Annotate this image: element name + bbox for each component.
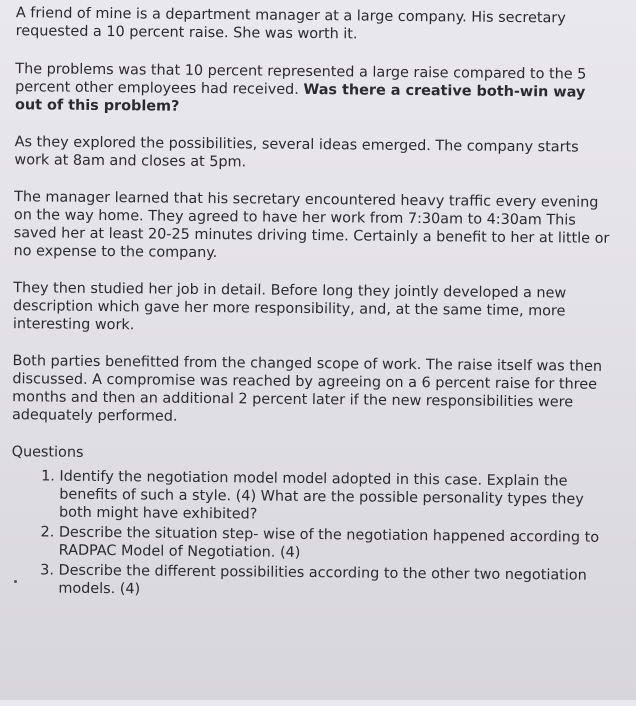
paragraph-job-study bbox=[13, 279, 609, 339]
question-item: 1. Identify the negotiation model model adopted in this case. Explain the benefits of such a style. (4) What are the possible personality types they both might have exhibited? bbox=[59, 468, 607, 527]
questions-list bbox=[10, 467, 607, 603]
paragraph-compromise bbox=[12, 352, 609, 430]
stray-dot-mark bbox=[14, 580, 17, 583]
paragraph-traffic bbox=[14, 188, 611, 266]
paragraph-text: They then studied her job in detail. Before long they jointly developed a new description which gave her more responsibility, and, at the same time, more interesting work. bbox=[12, 280, 567, 334]
question-item: 2. Describe the situation step- wise of the negotiation happened according to RADPAC Model of Negotiation. (4) bbox=[59, 524, 607, 565]
paragraph-intro bbox=[16, 4, 612, 46]
questions-heading: Questions bbox=[11, 444, 84, 461]
paragraph-possibilities bbox=[14, 133, 610, 175]
paragraph-text: Both parties benefitted from the changed scope of work. The raise itself was then discussed. A compromise was reached by agreeing on a 6 percent raise for three months and then an additional 2 percent later if the new responsibilities were adequately performed. bbox=[11, 353, 603, 425]
paragraph-text: The problems was that 10 percent represented a large raise compared to the 5 percent other employees had received. bbox=[15, 61, 587, 98]
paragraph-text: The manager learned that his secretary encountered heavy traffic every evening on the way home. They agreed to have her work from 7:30am to 4:30am This saved her at least 20-25 minutes driving time. Certainly a benefit to her at little or no expense to the company. bbox=[13, 189, 610, 262]
paragraph-bold-question: Was there a creative both-win way out of this problem? bbox=[14, 81, 586, 115]
paragraph-problem bbox=[15, 60, 611, 120]
paragraph-text: As they explored the possibilities, several ideas emerged. The company starts work at 8am and closes at 5pm. bbox=[14, 134, 579, 171]
paragraph-text: A friend of mine is a department manager at a large company. His secretary requested a 10 percent raise. She was worth it. bbox=[15, 5, 566, 43]
question-item: 3. Describe the different possibilities according to the other two negotiation models. (4) bbox=[58, 562, 606, 603]
